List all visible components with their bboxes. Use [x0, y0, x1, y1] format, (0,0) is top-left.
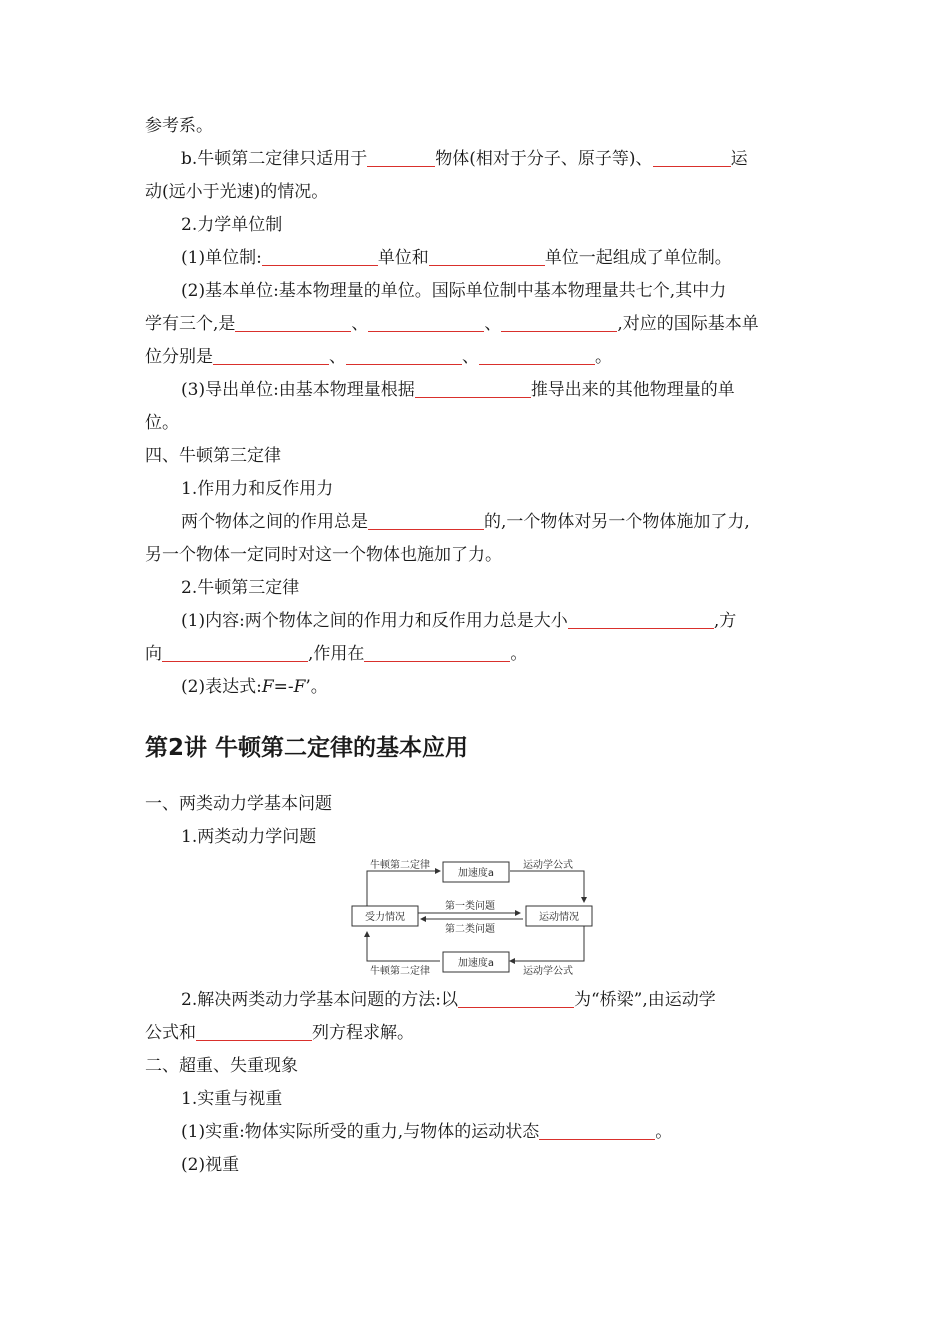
- text: 列方程求解。: [312, 1023, 414, 1043]
- text: 单位一起组成了单位制。: [544, 248, 732, 268]
- text: 。: [655, 1122, 673, 1142]
- text-line: [145, 506, 810, 539]
- text: 2.力学单位制: [181, 215, 283, 235]
- text: 单位和: [377, 248, 429, 268]
- text: 的,一个物体对另一个物体施加了力,: [484, 512, 750, 532]
- text-line: [145, 374, 810, 407]
- lecture-heading: 第2讲 牛顿第二定律的基本应用: [145, 735, 469, 761]
- answer-blank[interactable]: [235, 315, 351, 332]
- text: 学有三个,是: [145, 314, 236, 334]
- text: 参考系。: [145, 116, 213, 136]
- text: 、: [329, 347, 346, 367]
- section-title: [145, 440, 810, 473]
- text-line: [145, 176, 810, 209]
- answer-blank[interactable]: [196, 1024, 312, 1041]
- text: 为“桥梁”,由运动学: [573, 990, 716, 1010]
- formula-symbol: F: [261, 677, 274, 697]
- text: 1.两类动力学问题: [181, 827, 317, 847]
- text: 。: [595, 347, 612, 367]
- motion-label: 运动情况: [539, 912, 579, 923]
- text: 、: [351, 314, 369, 334]
- text: (1)实重:物体实际所受的重力,与物体的运动状态: [181, 1122, 540, 1142]
- answer-blank[interactable]: [346, 348, 462, 365]
- text: 二、超重、失重现象: [145, 1056, 298, 1076]
- text: 、: [462, 347, 479, 367]
- flow-arrow: [367, 932, 440, 961]
- text-line: [145, 821, 810, 854]
- answer-blank[interactable]: [429, 249, 545, 266]
- section-title: [145, 788, 810, 821]
- flow-arrow: [510, 871, 584, 902]
- text: =-: [273, 677, 294, 697]
- kinematics-label: 运动学公式: [523, 860, 573, 871]
- text-line: [145, 308, 810, 341]
- text-line: [145, 242, 810, 275]
- text-line: [145, 1017, 810, 1050]
- text: 动(远小于光速)的情况。: [145, 182, 329, 202]
- text-line: [145, 143, 810, 176]
- accel-label: 加速度a: [457, 868, 495, 879]
- answer-blank[interactable]: [368, 513, 484, 530]
- kinematics-label: 运动学公式: [523, 966, 573, 977]
- accel-label: 加速度a: [457, 958, 495, 969]
- text-line: [145, 539, 810, 572]
- text: ,作用在: [308, 644, 365, 664]
- text-line: [145, 407, 810, 440]
- answer-blank[interactable]: [162, 645, 308, 662]
- answer-blank[interactable]: [539, 1123, 655, 1140]
- answer-blank[interactable]: [262, 249, 378, 266]
- flow-arrow: [367, 871, 440, 908]
- text-line: [145, 209, 810, 242]
- answer-blank[interactable]: [479, 348, 595, 365]
- text: 一、两类动力学基本问题: [145, 794, 332, 814]
- text: (1)内容:两个物体之间的作用力和反作用力总是大小: [181, 611, 568, 631]
- answer-blank[interactable]: [213, 348, 329, 365]
- text: 1.作用力和反作用力: [181, 479, 334, 499]
- text: 运: [730, 149, 748, 169]
- newton-label: 牛顿第二定律: [370, 860, 430, 871]
- text-line: [145, 671, 810, 704]
- text: ,方: [713, 611, 737, 631]
- text: 、: [484, 314, 502, 334]
- section-title: [145, 1050, 810, 1083]
- text: 两个物体之间的作用总是: [181, 512, 368, 532]
- text: ’。: [305, 677, 328, 697]
- text: (3)导出单位:由基本物理量根据: [181, 380, 415, 400]
- text-line: [145, 473, 810, 506]
- text: 1.实重与视重: [181, 1089, 283, 1109]
- text: 位。: [145, 413, 179, 433]
- force-label: 受力情况: [365, 912, 405, 923]
- text: 另一个物体一定同时对这一个物体也施加了力。: [145, 545, 502, 565]
- answer-blank[interactable]: [367, 150, 435, 167]
- text-line: [145, 1083, 810, 1116]
- text: b.牛顿第二定律只适用于: [181, 149, 368, 169]
- answer-blank[interactable]: [458, 991, 574, 1008]
- answer-blank[interactable]: [368, 315, 484, 332]
- text-line: [145, 605, 810, 638]
- text: 向: [145, 644, 162, 664]
- text-line: [145, 110, 810, 143]
- text: 公式和: [145, 1023, 196, 1043]
- answer-blank[interactable]: [568, 612, 714, 629]
- dynamics-diagram: [350, 858, 600, 978]
- text: 物体(相对于分子、原子等)、: [435, 149, 653, 169]
- formula-symbol: F: [293, 677, 306, 697]
- answer-blank[interactable]: [415, 381, 531, 398]
- text-line: [145, 638, 810, 671]
- text-line: [145, 572, 810, 605]
- text: 四、牛顿第三定律: [145, 446, 281, 466]
- problem-type-label: 第二类问题: [445, 924, 495, 935]
- text: (2)表达式:: [181, 677, 262, 697]
- answer-blank[interactable]: [364, 645, 510, 662]
- text: ,对应的国际基本单: [617, 314, 759, 334]
- text: 推导出来的其他物理量的单: [530, 380, 735, 400]
- text: (1)单位制:: [181, 248, 262, 268]
- text: 位分别是: [145, 347, 213, 367]
- document-page: [145, 110, 810, 1182]
- text: 2.牛顿第三定律: [181, 578, 300, 598]
- text-line: [145, 984, 810, 1017]
- text: 2.解决两类动力学基本问题的方法:以: [181, 990, 458, 1010]
- text-line: [145, 1116, 810, 1149]
- text: 。: [510, 644, 528, 664]
- text-line: [145, 341, 810, 374]
- newton-label: 牛顿第二定律: [370, 966, 430, 977]
- text: (2)视重: [181, 1155, 240, 1175]
- text-line: [145, 275, 810, 308]
- flow-arrow: [510, 926, 584, 961]
- answer-blank[interactable]: [501, 315, 617, 332]
- problem-type-label: 第一类问题: [445, 901, 495, 912]
- text-line: [145, 1149, 810, 1182]
- answer-blank[interactable]: [653, 150, 731, 167]
- text: (2)基本单位:基本物理量的单位。国际单位制中基本物理量共七个,其中力: [181, 281, 727, 301]
